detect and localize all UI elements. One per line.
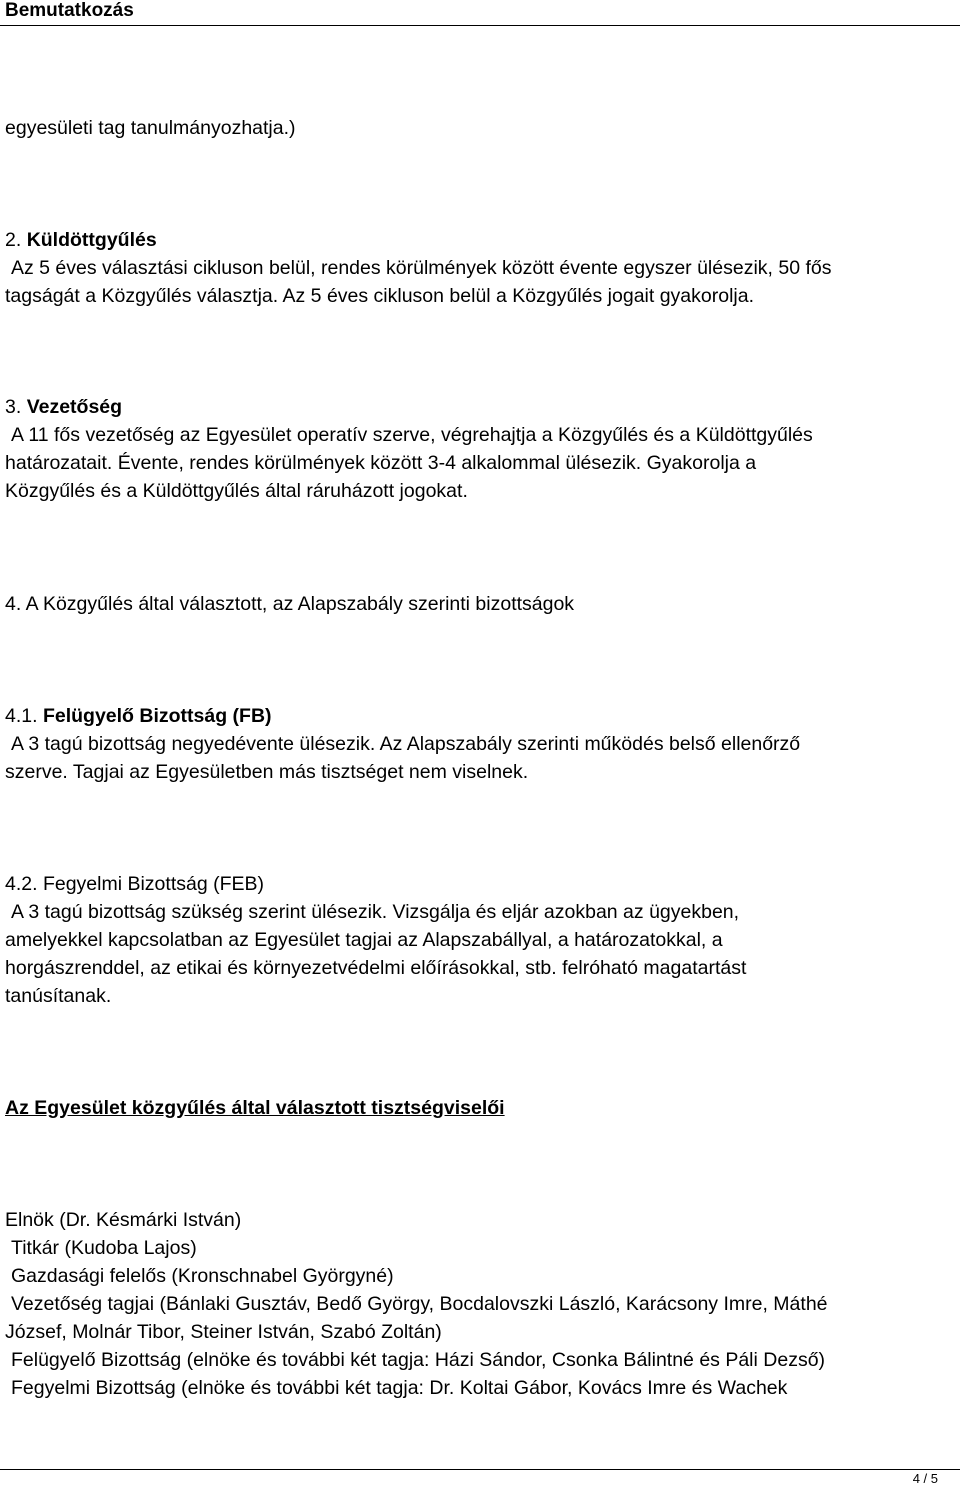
officer-treasurer: Gazdasági felelős (Kronschnabel Györgyné) [11,1265,394,1287]
section-3-heading [5,393,122,421]
officers-heading [5,1094,505,1122]
section-2-line-1: Az 5 éves választási cikluson belül, rendes körülmények között évente egyszer ülésezik, 50 fős [11,257,832,279]
section-3-line-2: határozatait. Évente, rendes körülmények között 3-4 alkalommal ülésezik. Gyakorolja a [5,452,757,474]
footer-divider [0,1469,960,1470]
section-4-1-line-2: szerve. Tagjai az Egyesületben más tisztséget nem viselnek. [5,761,529,783]
officer-disciplinary-board: Fegyelmi Bizottság (elnöke és további két tagja: Dr. Koltai Gábor, Kovács Imre és Wachek [11,1377,788,1399]
officer-supervisory-board: Felügyelő Bizottság (elnöke és további két tagja: Házi Sándor, Csonka Bálintné és Páli Dezső) [11,1349,826,1371]
section-4-2-heading: 4.2. Fegyelmi Bizottság (FEB) [5,873,265,895]
section-4-1-number: 4.1. [5,705,43,727]
section-4-2-line-3: horgászrenddel, az etikai és környezetvédelmi előírásokkal, stb. felróható magatartást [5,957,747,979]
header-divider [0,25,960,26]
officer-board-line-2: József, Molnár Tibor, Steiner István, Szabó Zoltán) [5,1321,442,1343]
section-3-number: 3. [5,396,27,418]
section-4-2-line-1: A 3 tagú bizottság szükség szerint ülésezik. Vizsgálja és eljár azokban az ügyekben, [11,901,740,923]
section-4-2-line-4: tanúsítanak. [5,985,112,1007]
section-2-title: Küldöttgyűlés [26,229,157,251]
section-2-heading [5,226,157,254]
officers-heading-text: Az Egyesület közgyűlés által választott tisztségviselői [5,1097,505,1119]
section-4-heading: 4. A Közgyűlés által választott, az Alapszabály szerinti bizottságok [5,593,575,615]
officer-secretary: Titkár (Kudoba Lajos) [11,1237,197,1259]
section-3-line-1: A 11 fős vezetőség az Egyesület operatív szerve, végrehajtja a Közgyűlés és a Küldöttgyűlés [11,424,813,446]
section-3-title: Vezetőség [26,396,123,418]
section-2-number: 2. [5,229,27,251]
section-2-line-2: tagságát a Közgyűlés választja. Az 5 éves cikluson belül a Közgyűlés jogait gyakorolja. [5,285,755,307]
page-number: 4 / 5 [912,1471,938,1486]
intro-tail-text: egyesületi tag tanulmányozhatja.) [5,117,296,139]
officer-president: Elnök (Dr. Késmárki István) [5,1209,242,1231]
section-4-1-line-1: A 3 tagú bizottság negyedévente ülésezik. Az Alapszabály szerinti működés belső ellenőrző [11,733,801,755]
section-3-line-3: Közgyűlés és a Küldöttgyűlés által ráruházott jogokat. [5,480,468,502]
section-4-1-heading [5,702,272,730]
section-4-1-title: Felügyelő Bizottság (FB) [42,705,272,727]
page-header-title: Bemutatkozás [5,0,134,21]
officer-board-line-1: Vezetőség tagjai (Bánlaki Gusztáv, Bedő György, Bocdalovszki László, Karácsony Imre, Máthé [11,1293,828,1315]
section-4-2-line-2: amelyekkel kapcsolatban az Egyesület tagjai az Alapszabállyal, a határozatokkal, a [5,929,723,951]
